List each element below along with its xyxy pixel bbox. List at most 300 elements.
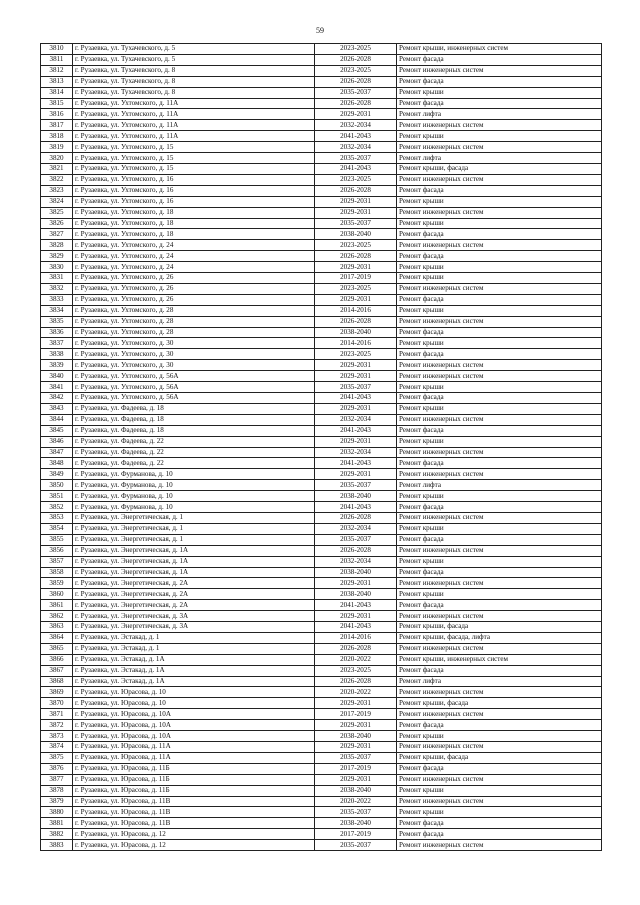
period-cell: 2014-2016 bbox=[315, 632, 397, 643]
period-cell: 2029-2031 bbox=[315, 262, 397, 273]
row-number: 3855 bbox=[41, 534, 73, 545]
period-cell: 2035-2037 bbox=[315, 534, 397, 545]
address-cell: г. Рузаевка, ул. Фадеева, д. 22 bbox=[73, 436, 315, 447]
address-cell: г. Рузаевка, ул. Энергетическая, д. 1 bbox=[73, 523, 315, 534]
table-row bbox=[41, 643, 602, 654]
address-cell: г. Рузаевка, ул. Эстакад, д. 1А bbox=[73, 676, 315, 687]
period-cell: 2026-2028 bbox=[315, 676, 397, 687]
address-cell: г. Рузаевка, ул. Энергетическая, д. 3А bbox=[73, 622, 315, 633]
period-cell: 2017-2019 bbox=[315, 829, 397, 840]
table-row bbox=[41, 698, 602, 709]
table-row bbox=[41, 316, 602, 327]
period-cell: 2029-2031 bbox=[315, 720, 397, 731]
work-type-cell: Ремонт крыши bbox=[397, 218, 602, 229]
work-type-cell: Ремонт инженерных систем bbox=[397, 447, 602, 458]
period-cell: 2029-2031 bbox=[315, 436, 397, 447]
table-row bbox=[41, 185, 602, 196]
row-number: 3877 bbox=[41, 774, 73, 785]
table-row bbox=[41, 720, 602, 731]
table-row bbox=[41, 76, 602, 87]
address-cell: г. Рузаевка, ул. Эстакад, д. 1 bbox=[73, 643, 315, 654]
address-cell: г. Рузаевка, ул. Энергетическая, д. 1А bbox=[73, 556, 315, 567]
work-type-cell: Ремонт крыши bbox=[397, 436, 602, 447]
period-cell: 2020-2022 bbox=[315, 654, 397, 665]
work-type-cell: Ремонт инженерных систем bbox=[397, 774, 602, 785]
table-row bbox=[41, 731, 602, 742]
period-cell: 2029-2031 bbox=[315, 469, 397, 480]
period-cell: 2029-2031 bbox=[315, 742, 397, 753]
row-number: 3820 bbox=[41, 153, 73, 164]
address-cell: г. Рузаевка, ул. Энергетическая, д. 2А bbox=[73, 578, 315, 589]
address-cell: г. Рузаевка, ул. Ухтомского, д. 15 bbox=[73, 142, 315, 153]
address-cell: г. Рузаевка, ул. Энергетическая, д. 2А bbox=[73, 600, 315, 611]
period-cell: 2041-2043 bbox=[315, 163, 397, 174]
work-type-cell: Ремонт фасада bbox=[397, 251, 602, 262]
address-cell: г. Рузаевка, ул. Ухтомского, д. 30 bbox=[73, 349, 315, 360]
row-number: 3875 bbox=[41, 752, 73, 763]
period-cell: 2032-2034 bbox=[315, 414, 397, 425]
work-type-cell: Ремонт крыши bbox=[397, 196, 602, 207]
table-row bbox=[41, 283, 602, 294]
table-row bbox=[41, 327, 602, 338]
row-number: 3882 bbox=[41, 829, 73, 840]
row-number: 3842 bbox=[41, 393, 73, 404]
period-cell: 2029-2031 bbox=[315, 196, 397, 207]
period-cell: 2032-2034 bbox=[315, 523, 397, 534]
row-number: 3849 bbox=[41, 469, 73, 480]
work-type-cell: Ремонт фасада bbox=[397, 393, 602, 404]
address-cell: г. Рузаевка, ул. Ухтомского, д. 24 bbox=[73, 240, 315, 251]
work-type-cell: Ремонт крыши bbox=[397, 403, 602, 414]
registry-table-body bbox=[41, 44, 602, 851]
address-cell: г. Рузаевка, ул. Тухачевского, д. 8 bbox=[73, 65, 315, 76]
period-cell: 2029-2031 bbox=[315, 207, 397, 218]
period-cell: 2038-2040 bbox=[315, 785, 397, 796]
table-row bbox=[41, 196, 602, 207]
work-type-cell: Ремонт фасада bbox=[397, 76, 602, 87]
address-cell: г. Рузаевка, ул. Ухтомского, д. 30 bbox=[73, 360, 315, 371]
table-row bbox=[41, 436, 602, 447]
row-number: 3810 bbox=[41, 44, 73, 55]
period-cell: 2014-2016 bbox=[315, 338, 397, 349]
row-number: 3812 bbox=[41, 65, 73, 76]
table-row bbox=[41, 240, 602, 251]
address-cell: г. Рузаевка, ул. Ухтомского, д. 11А bbox=[73, 98, 315, 109]
address-cell: г. Рузаевка, ул. Юрасова, д. 11Б bbox=[73, 763, 315, 774]
work-type-cell: Ремонт инженерных систем bbox=[397, 611, 602, 622]
period-cell: 2026-2028 bbox=[315, 545, 397, 556]
row-number: 3871 bbox=[41, 709, 73, 720]
period-cell: 2017-2019 bbox=[315, 273, 397, 284]
table-row bbox=[41, 752, 602, 763]
row-number: 3838 bbox=[41, 349, 73, 360]
address-cell: г. Рузаевка, ул. Юрасова, д. 10 bbox=[73, 698, 315, 709]
work-type-cell: Ремонт крыши bbox=[397, 262, 602, 273]
row-number: 3817 bbox=[41, 120, 73, 131]
work-type-cell: Ремонт фасада bbox=[397, 425, 602, 436]
table-row bbox=[41, 65, 602, 76]
row-number: 3872 bbox=[41, 720, 73, 731]
work-type-cell: Ремонт инженерных систем bbox=[397, 371, 602, 382]
period-cell: 2029-2031 bbox=[315, 611, 397, 622]
work-type-cell: Ремонт инженерных систем bbox=[397, 174, 602, 185]
address-cell: г. Рузаевка, ул. Юрасова, д. 11А bbox=[73, 742, 315, 753]
address-cell: г. Рузаевка, ул. Фадеева, д. 18 bbox=[73, 425, 315, 436]
address-cell: г. Рузаевка, ул. Юрасова, д. 10А bbox=[73, 731, 315, 742]
work-type-cell: Ремонт инженерных систем bbox=[397, 643, 602, 654]
work-type-cell: Ремонт фасада bbox=[397, 502, 602, 513]
row-number: 3883 bbox=[41, 840, 73, 851]
work-type-cell: Ремонт инженерных систем bbox=[397, 709, 602, 720]
period-cell: 2029-2031 bbox=[315, 774, 397, 785]
work-type-cell: Ремонт фасада bbox=[397, 763, 602, 774]
address-cell: г. Рузаевка, ул. Энергетическая, д. 1А bbox=[73, 545, 315, 556]
work-type-cell: Ремонт инженерных систем bbox=[397, 65, 602, 76]
row-number: 3852 bbox=[41, 502, 73, 513]
address-cell: г. Рузаевка, ул. Фурманова, д. 10 bbox=[73, 491, 315, 502]
row-number: 3866 bbox=[41, 654, 73, 665]
address-cell: г. Рузаевка, ул. Фурманова, д. 10 bbox=[73, 502, 315, 513]
address-cell: г. Рузаевка, ул. Ухтомского, д. 18 bbox=[73, 218, 315, 229]
table-row bbox=[41, 382, 602, 393]
page-number: 59 bbox=[316, 26, 324, 35]
table-row bbox=[41, 578, 602, 589]
table-row bbox=[41, 480, 602, 491]
work-type-cell: Ремонт лифта bbox=[397, 109, 602, 120]
address-cell: г. Рузаевка, ул. Юрасова, д. 11А bbox=[73, 752, 315, 763]
period-cell: 2029-2031 bbox=[315, 578, 397, 589]
address-cell: г. Рузаевка, ул. Фурманова, д. 10 bbox=[73, 469, 315, 480]
period-cell: 2041-2043 bbox=[315, 600, 397, 611]
address-cell: г. Рузаевка, ул. Энергетическая, д. 2А bbox=[73, 589, 315, 600]
work-type-cell: Ремонт крыши bbox=[397, 338, 602, 349]
work-type-cell: Ремонт инженерных систем bbox=[397, 742, 602, 753]
table-row bbox=[41, 273, 602, 284]
work-type-cell: Ремонт фасада bbox=[397, 567, 602, 578]
row-number: 3827 bbox=[41, 229, 73, 240]
period-cell: 2029-2031 bbox=[315, 698, 397, 709]
work-type-cell: Ремонт крыши, инженерных систем bbox=[397, 44, 602, 55]
row-number: 3821 bbox=[41, 163, 73, 174]
address-cell: г. Рузаевка, ул. Юрасова, д. 10А bbox=[73, 720, 315, 731]
work-type-cell: Ремонт крыши bbox=[397, 556, 602, 567]
period-cell: 2029-2031 bbox=[315, 371, 397, 382]
row-number: 3833 bbox=[41, 294, 73, 305]
row-number: 3844 bbox=[41, 414, 73, 425]
table-row bbox=[41, 796, 602, 807]
work-type-cell: Ремонт фасада bbox=[397, 294, 602, 305]
address-cell: г. Рузаевка, ул. Юрасова, д. 11Б bbox=[73, 774, 315, 785]
work-type-cell: Ремонт крыши bbox=[397, 731, 602, 742]
row-number: 3831 bbox=[41, 273, 73, 284]
address-cell: г. Рузаевка, ул. Ухтомского, д. 26 bbox=[73, 273, 315, 284]
period-cell: 2026-2028 bbox=[315, 54, 397, 65]
period-cell: 2017-2019 bbox=[315, 763, 397, 774]
table-row bbox=[41, 153, 602, 164]
address-cell: г. Рузаевка, ул. Фадеева, д. 22 bbox=[73, 447, 315, 458]
table-row bbox=[41, 807, 602, 818]
row-number: 3835 bbox=[41, 316, 73, 327]
period-cell: 2041-2043 bbox=[315, 425, 397, 436]
table-row bbox=[41, 371, 602, 382]
period-cell: 2020-2022 bbox=[315, 687, 397, 698]
registry-table bbox=[40, 43, 602, 851]
address-cell: г. Рузаевка, ул. Ухтомского, д. 28 bbox=[73, 316, 315, 327]
address-cell: г. Рузаевка, ул. Ухтомского, д. 56А bbox=[73, 393, 315, 404]
work-type-cell: Ремонт крыши, фасада bbox=[397, 698, 602, 709]
work-type-cell: Ремонт крыши bbox=[397, 131, 602, 142]
table-row bbox=[41, 742, 602, 753]
period-cell: 2035-2037 bbox=[315, 752, 397, 763]
address-cell: г. Рузаевка, ул. Юрасова, д. 12 bbox=[73, 840, 315, 851]
work-type-cell: Ремонт инженерных систем bbox=[397, 240, 602, 251]
address-cell: г. Рузаевка, ул. Ухтомского, д. 16 bbox=[73, 196, 315, 207]
address-cell: г. Рузаевка, ул. Тухачевского, д. 8 bbox=[73, 87, 315, 98]
row-number: 3828 bbox=[41, 240, 73, 251]
table-row bbox=[41, 54, 602, 65]
period-cell: 2026-2028 bbox=[315, 98, 397, 109]
period-cell: 2029-2031 bbox=[315, 360, 397, 371]
period-cell: 2029-2031 bbox=[315, 294, 397, 305]
work-type-cell: Ремонт инженерных систем bbox=[397, 283, 602, 294]
work-type-cell: Ремонт фасада bbox=[397, 818, 602, 829]
work-type-cell: Ремонт фасада bbox=[397, 185, 602, 196]
work-type-cell: Ремонт крыши, фасада bbox=[397, 163, 602, 174]
address-cell: г. Рузаевка, ул. Юрасова, д. 11В bbox=[73, 796, 315, 807]
row-number: 3861 bbox=[41, 600, 73, 611]
table-row bbox=[41, 611, 602, 622]
address-cell: г. Рузаевка, ул. Юрасова, д. 11В bbox=[73, 818, 315, 829]
period-cell: 2032-2034 bbox=[315, 142, 397, 153]
row-number: 3864 bbox=[41, 632, 73, 643]
row-number: 3857 bbox=[41, 556, 73, 567]
table-row bbox=[41, 622, 602, 633]
table-row bbox=[41, 294, 602, 305]
address-cell: г. Рузаевка, ул. Ухтомского, д. 18 bbox=[73, 229, 315, 240]
work-type-cell: Ремонт инженерных систем bbox=[397, 360, 602, 371]
period-cell: 2023-2025 bbox=[315, 44, 397, 55]
work-type-cell: Ремонт лифта bbox=[397, 480, 602, 491]
period-cell: 2038-2040 bbox=[315, 567, 397, 578]
table-row bbox=[41, 469, 602, 480]
table-row bbox=[41, 491, 602, 502]
period-cell: 2041-2043 bbox=[315, 458, 397, 469]
table-row bbox=[41, 545, 602, 556]
address-cell: г. Рузаевка, ул. Юрасова, д. 11В bbox=[73, 807, 315, 818]
row-number: 3830 bbox=[41, 262, 73, 273]
address-cell: г. Рузаевка, ул. Ухтомского, д. 11А bbox=[73, 131, 315, 142]
period-cell: 2038-2040 bbox=[315, 491, 397, 502]
work-type-cell: Ремонт фасада bbox=[397, 98, 602, 109]
table-row bbox=[41, 414, 602, 425]
work-type-cell: Ремонт крыши, фасада bbox=[397, 622, 602, 633]
address-cell: г. Рузаевка, ул. Ухтомского, д. 30 bbox=[73, 338, 315, 349]
table-row bbox=[41, 676, 602, 687]
work-type-cell: Ремонт крыши, фасада bbox=[397, 752, 602, 763]
row-number: 3854 bbox=[41, 523, 73, 534]
work-type-cell: Ремонт крыши, инженерных систем bbox=[397, 654, 602, 665]
table-row bbox=[41, 447, 602, 458]
row-number: 3826 bbox=[41, 218, 73, 229]
work-type-cell: Ремонт инженерных систем bbox=[397, 512, 602, 523]
address-cell: г. Рузаевка, ул. Тухачевского, д. 5 bbox=[73, 54, 315, 65]
table-row bbox=[41, 567, 602, 578]
period-cell: 2032-2034 bbox=[315, 120, 397, 131]
address-cell: г. Рузаевка, ул. Ухтомского, д. 24 bbox=[73, 251, 315, 262]
row-number: 3822 bbox=[41, 174, 73, 185]
table-row bbox=[41, 163, 602, 174]
table-row bbox=[41, 709, 602, 720]
table-row bbox=[41, 523, 602, 534]
work-type-cell: Ремонт фасада bbox=[397, 665, 602, 676]
row-number: 3863 bbox=[41, 622, 73, 633]
row-number: 3865 bbox=[41, 643, 73, 654]
period-cell: 2035-2037 bbox=[315, 153, 397, 164]
work-type-cell: Ремонт инженерных систем bbox=[397, 840, 602, 851]
work-type-cell: Ремонт фасада bbox=[397, 458, 602, 469]
row-number: 3845 bbox=[41, 425, 73, 436]
address-cell: г. Рузаевка, ул. Фурманова, д. 10 bbox=[73, 480, 315, 491]
row-number: 3858 bbox=[41, 567, 73, 578]
period-cell: 2038-2040 bbox=[315, 327, 397, 338]
table-row bbox=[41, 218, 602, 229]
row-number: 3816 bbox=[41, 109, 73, 120]
period-cell: 2035-2037 bbox=[315, 480, 397, 491]
address-cell: г. Рузаевка, ул. Тухачевского, д. 5 bbox=[73, 44, 315, 55]
period-cell: 2041-2043 bbox=[315, 131, 397, 142]
row-number: 3873 bbox=[41, 731, 73, 742]
row-number: 3859 bbox=[41, 578, 73, 589]
address-cell: г. Рузаевка, ул. Ухтомского, д. 26 bbox=[73, 294, 315, 305]
table-row bbox=[41, 600, 602, 611]
row-number: 3879 bbox=[41, 796, 73, 807]
table-row bbox=[41, 338, 602, 349]
period-cell: 2026-2028 bbox=[315, 185, 397, 196]
period-cell: 2038-2040 bbox=[315, 229, 397, 240]
table-row bbox=[41, 251, 602, 262]
table-row bbox=[41, 632, 602, 643]
work-type-cell: Ремонт инженерных систем bbox=[397, 207, 602, 218]
address-cell: г. Рузаевка, ул. Энергетическая, д. 1А bbox=[73, 567, 315, 578]
table-row bbox=[41, 109, 602, 120]
table-row bbox=[41, 360, 602, 371]
address-cell: г. Рузаевка, ул. Эстакад, д. 1А bbox=[73, 654, 315, 665]
table-row bbox=[41, 840, 602, 851]
period-cell: 2032-2034 bbox=[315, 556, 397, 567]
row-number: 3813 bbox=[41, 76, 73, 87]
period-cell: 2029-2031 bbox=[315, 109, 397, 120]
period-cell: 2023-2025 bbox=[315, 349, 397, 360]
work-type-cell: Ремонт фасада bbox=[397, 327, 602, 338]
table-row bbox=[41, 502, 602, 513]
address-cell: г. Рузаевка, ул. Ухтомского, д. 56А bbox=[73, 371, 315, 382]
address-cell: г. Рузаевка, ул. Ухтомского, д. 11А bbox=[73, 120, 315, 131]
row-number: 3811 bbox=[41, 54, 73, 65]
address-cell: г. Рузаевка, ул. Фадеева, д. 22 bbox=[73, 458, 315, 469]
work-type-cell: Ремонт крыши bbox=[397, 382, 602, 393]
table-row bbox=[41, 44, 602, 55]
row-number: 3847 bbox=[41, 447, 73, 458]
work-type-cell: Ремонт фасада bbox=[397, 534, 602, 545]
table-row bbox=[41, 785, 602, 796]
address-cell: г. Рузаевка, ул. Ухтомского, д. 28 bbox=[73, 327, 315, 338]
work-type-cell: Ремонт фасада bbox=[397, 600, 602, 611]
table-row bbox=[41, 349, 602, 360]
work-type-cell: Ремонт инженерных систем bbox=[397, 316, 602, 327]
address-cell: г. Рузаевка, ул. Фадеева, д. 18 bbox=[73, 414, 315, 425]
table-row bbox=[41, 131, 602, 142]
period-cell: 2023-2025 bbox=[315, 240, 397, 251]
row-number: 3815 bbox=[41, 98, 73, 109]
row-number: 3881 bbox=[41, 818, 73, 829]
row-number: 3869 bbox=[41, 687, 73, 698]
work-type-cell: Ремонт фасада bbox=[397, 720, 602, 731]
table-row bbox=[41, 207, 602, 218]
row-number: 3862 bbox=[41, 611, 73, 622]
address-cell: г. Рузаевка, ул. Эстакад, д. 1 bbox=[73, 632, 315, 643]
address-cell: г. Рузаевка, ул. Юрасова, д. 10 bbox=[73, 687, 315, 698]
row-number: 3876 bbox=[41, 763, 73, 774]
row-number: 3874 bbox=[41, 742, 73, 753]
work-type-cell: Ремонт фасада bbox=[397, 229, 602, 240]
work-type-cell: Ремонт крыши bbox=[397, 807, 602, 818]
row-number: 3825 bbox=[41, 207, 73, 218]
row-number: 3860 bbox=[41, 589, 73, 600]
work-type-cell: Ремонт инженерных систем bbox=[397, 687, 602, 698]
work-type-cell: Ремонт инженерных систем bbox=[397, 120, 602, 131]
table-row bbox=[41, 174, 602, 185]
row-number: 3840 bbox=[41, 371, 73, 382]
work-type-cell: Ремонт крыши bbox=[397, 491, 602, 502]
address-cell: г. Рузаевка, ул. Энергетическая, д. 3А bbox=[73, 611, 315, 622]
address-cell: г. Рузаевка, ул. Ухтомского, д. 15 bbox=[73, 153, 315, 164]
table-row bbox=[41, 654, 602, 665]
period-cell: 2041-2043 bbox=[315, 393, 397, 404]
row-number: 3850 bbox=[41, 480, 73, 491]
period-cell: 2035-2037 bbox=[315, 87, 397, 98]
work-type-cell: Ремонт лифта bbox=[397, 676, 602, 687]
work-type-cell: Ремонт инженерных систем bbox=[397, 578, 602, 589]
period-cell: 2038-2040 bbox=[315, 818, 397, 829]
row-number: 3832 bbox=[41, 283, 73, 294]
table-row bbox=[41, 305, 602, 316]
row-number: 3836 bbox=[41, 327, 73, 338]
period-cell: 2035-2037 bbox=[315, 807, 397, 818]
table-row bbox=[41, 142, 602, 153]
period-cell: 2029-2031 bbox=[315, 403, 397, 414]
row-number: 3868 bbox=[41, 676, 73, 687]
period-cell: 2026-2028 bbox=[315, 76, 397, 87]
table-row bbox=[41, 556, 602, 567]
row-number: 3837 bbox=[41, 338, 73, 349]
row-number: 3867 bbox=[41, 665, 73, 676]
period-cell: 2038-2040 bbox=[315, 589, 397, 600]
address-cell: г. Рузаевка, ул. Юрасова, д. 12 bbox=[73, 829, 315, 840]
table-row bbox=[41, 262, 602, 273]
address-cell: г. Рузаевка, ул. Ухтомского, д. 56А bbox=[73, 382, 315, 393]
period-cell: 2014-2016 bbox=[315, 305, 397, 316]
address-cell: г. Рузаевка, ул. Ухтомского, д. 16 bbox=[73, 174, 315, 185]
table-row bbox=[41, 120, 602, 131]
period-cell: 2032-2034 bbox=[315, 447, 397, 458]
period-cell: 2026-2028 bbox=[315, 643, 397, 654]
period-cell: 2020-2022 bbox=[315, 796, 397, 807]
table-row bbox=[41, 534, 602, 545]
work-type-cell: Ремонт фасада bbox=[397, 349, 602, 360]
period-cell: 2023-2025 bbox=[315, 65, 397, 76]
work-type-cell: Ремонт инженерных систем bbox=[397, 796, 602, 807]
period-cell: 2026-2028 bbox=[315, 251, 397, 262]
